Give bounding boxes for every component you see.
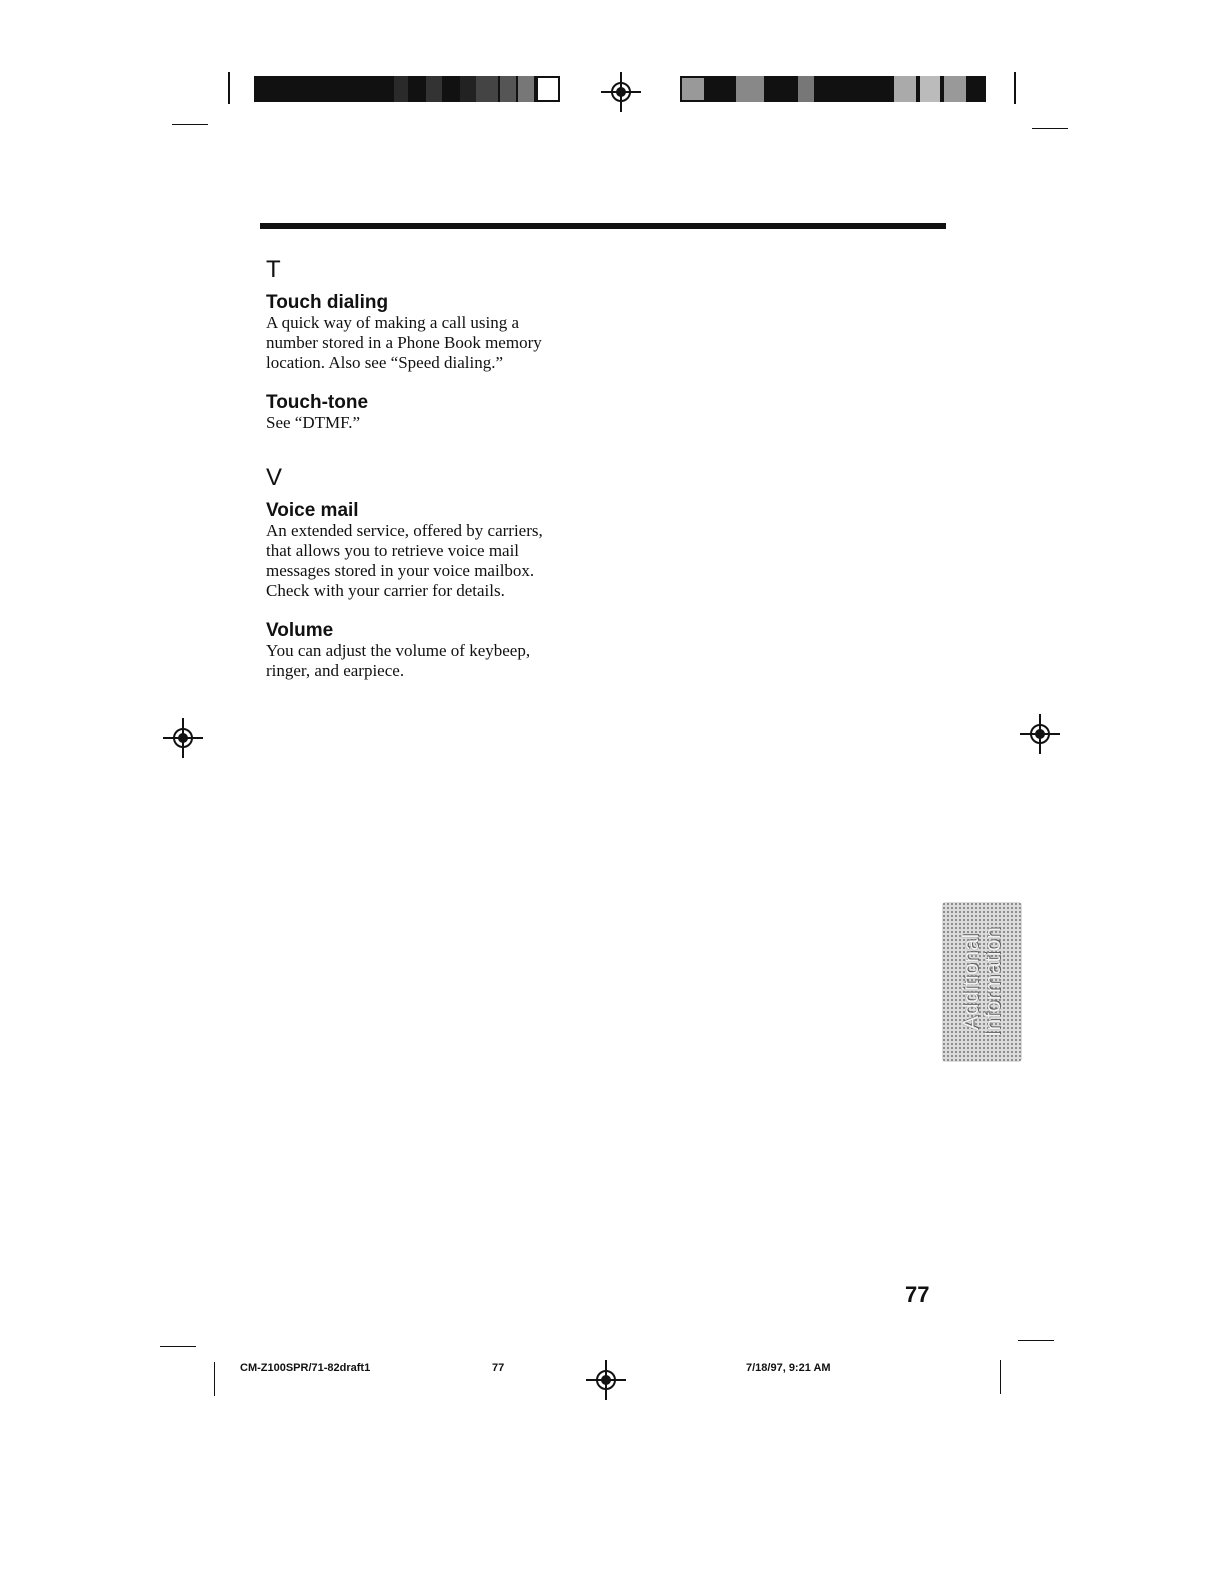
page-number: 77 xyxy=(905,1282,930,1307)
crop-mark xyxy=(214,1362,215,1396)
crop-mark xyxy=(1014,72,1016,104)
definition-line: messages stored in your voice mailbox. xyxy=(266,561,535,580)
term-title: Touch dialing xyxy=(266,292,389,313)
term-definition xyxy=(266,413,606,433)
footer-timestamp: 7/18/97, 9:21 AM xyxy=(746,1362,831,1374)
registration-mark-bottom xyxy=(586,1360,626,1400)
definition-line: Check with your carrier for details. xyxy=(266,581,505,600)
term-definition xyxy=(266,313,606,373)
definition-line: An extended service, offered by carriers, xyxy=(266,521,543,540)
thumb-tab-line: Information xyxy=(980,926,1005,1038)
term-definition xyxy=(266,641,606,681)
section-letter: V xyxy=(266,464,283,491)
crop-mark xyxy=(228,72,230,104)
definition-line: See “DTMF.” xyxy=(266,413,361,432)
crop-mark xyxy=(172,124,208,125)
section-letter: T xyxy=(266,256,281,283)
registration-mark-right xyxy=(1020,714,1060,754)
definition-line: ringer, and earpiece. xyxy=(266,661,405,680)
term-title: Voice mail xyxy=(266,500,359,521)
crop-mark xyxy=(1018,1340,1054,1341)
thumb-tab-label xyxy=(960,927,1004,1037)
term-title: Volume xyxy=(266,620,334,641)
crop-mark xyxy=(160,1346,196,1347)
registration-mark-top xyxy=(601,72,641,112)
term-title: Touch-tone xyxy=(266,392,369,413)
registration-mark-left xyxy=(163,718,203,758)
crop-mark xyxy=(1000,1360,1001,1394)
thumb-tab-line: Additional xyxy=(958,933,983,1031)
footer-doc-id: CM-Z100SPR/71-82draft1 xyxy=(240,1362,371,1374)
density-bar-right xyxy=(680,76,986,102)
glossary-entry xyxy=(266,292,606,373)
footer-page: 77 xyxy=(492,1362,505,1374)
glossary-entry xyxy=(266,500,606,601)
definition-line: number stored in a Phone Book memory xyxy=(266,333,542,352)
header-rule xyxy=(260,223,946,229)
crop-mark xyxy=(1032,128,1068,129)
glossary-entry xyxy=(266,620,606,681)
glossary-entry xyxy=(266,392,606,433)
density-bar-left xyxy=(254,76,560,102)
section-thumb-tab xyxy=(942,902,1022,1062)
term-definition xyxy=(266,521,606,601)
definition-line: that allows you to retrieve voice mail xyxy=(266,541,520,560)
definition-line: You can adjust the volume of keybeep, xyxy=(266,641,531,660)
definition-line: location. Also see “Speed dialing.” xyxy=(266,353,503,372)
definition-line: A quick way of making a call using a xyxy=(266,313,520,332)
